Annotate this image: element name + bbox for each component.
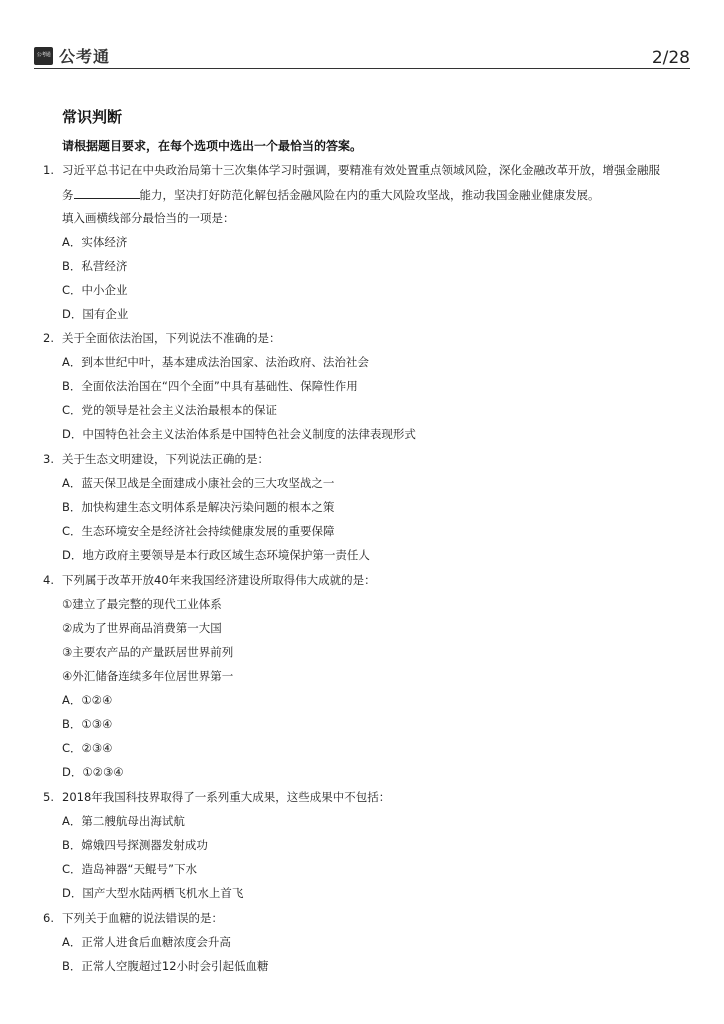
instruction-text: 请根据题目要求，在每个选项中选出一个最恰当的答案。 bbox=[62, 139, 363, 153]
question-stem: 关于全面依法治国，下列说法不准确的是： bbox=[62, 331, 281, 345]
option: A．第二艘航母出海试航 bbox=[62, 814, 185, 828]
option: B．正常人空腹超过12小时会引起低血糖 bbox=[62, 959, 269, 973]
section-title: 常识判断 bbox=[62, 108, 123, 126]
question-number: 5. bbox=[43, 790, 54, 804]
question-stem: 2018年我国科技界取得了一系列重大成果，这些成果中不包括： bbox=[62, 790, 391, 804]
statement-item: ②成为了世界商品消费第一大国 bbox=[62, 621, 222, 635]
option: A．实体经济 bbox=[62, 235, 128, 249]
option: B．①③④ bbox=[62, 717, 113, 731]
option: C．造岛神器“天鲲号”下水 bbox=[62, 862, 197, 876]
brand-logo bbox=[34, 44, 110, 67]
option: A．到本世纪中叶，基本建成法治国家、法治政府、法治社会 bbox=[62, 355, 369, 369]
option: B．私营经济 bbox=[62, 259, 128, 273]
question-number: 3. bbox=[43, 452, 54, 466]
option: A．①②④ bbox=[62, 693, 113, 707]
stem-part-b: 能力，坚决打好防范化解包括金融风险在内的重大风险攻坚战，推动我国金融业健康发展。 bbox=[139, 188, 600, 202]
option: A．正常人进食后血糖浓度会升高 bbox=[62, 935, 231, 949]
option: C．②③④ bbox=[62, 741, 113, 755]
option: D．地方政府主要领导是本行政区域生态环境保护第一责任人 bbox=[62, 548, 370, 562]
option: C．生态环境安全是经济社会持续健康发展的重要保障 bbox=[62, 524, 335, 538]
question-prompt: 填入画横线部分最恰当的一项是： bbox=[62, 211, 235, 225]
option: C．中小企业 bbox=[62, 283, 128, 297]
question-stem: 关于生态文明建设，下列说法正确的是： bbox=[62, 452, 269, 466]
option: D．中国特色社会主义法治体系是中国特色社会义制度的法律表现形式 bbox=[62, 427, 416, 441]
option: D．国产大型水陆两栖飞机水上首飞 bbox=[62, 886, 244, 900]
fill-blank bbox=[74, 186, 140, 199]
option: B．加快构建生态文明体系是解决污染问题的根本之策 bbox=[62, 500, 335, 514]
question-stem: 习近平总书记在中央政治局第十三次集体学习时强调，要精准有效处置重点领域风险，深化金融改革开放，增强金融服 bbox=[62, 163, 660, 177]
option: D．国有企业 bbox=[62, 307, 129, 321]
option: B．嫦娥四号探测器发射成功 bbox=[62, 838, 208, 852]
page-number: 2/28 bbox=[651, 48, 690, 68]
question-number: 2. bbox=[43, 331, 54, 345]
option: B．全面依法治国在“四个全面”中具有基础性、保障性作用 bbox=[62, 379, 358, 393]
option: A．蓝天保卫战是全面建成小康社会的三大攻坚战之一 bbox=[62, 476, 335, 490]
statement-item: ④外汇储备连续多年位居世界第一 bbox=[62, 669, 234, 683]
option: C．党的领导是社会主义法治最根本的保证 bbox=[62, 403, 278, 417]
question-stem: 下列属于改革开放40年来我国经济建设所取得伟大成就的是： bbox=[62, 573, 376, 587]
statement-item: ③主要农产品的产量跃居世界前列 bbox=[62, 645, 234, 659]
page-header bbox=[34, 40, 690, 69]
question-stem: 下列关于血糖的说法错误的是： bbox=[62, 911, 223, 925]
option: D．①②③④ bbox=[62, 765, 124, 779]
logo-text: 公考通 bbox=[59, 47, 111, 66]
question-number: 1. bbox=[43, 163, 54, 177]
statement-item: ①建立了最完整的现代工业体系 bbox=[62, 597, 222, 611]
question-number: 6. bbox=[43, 911, 54, 925]
question-number: 4. bbox=[43, 573, 54, 587]
logo-icon: 公考通 bbox=[34, 47, 53, 65]
stem-part-a: 务 bbox=[62, 188, 74, 202]
question-stem-continued bbox=[62, 186, 600, 203]
